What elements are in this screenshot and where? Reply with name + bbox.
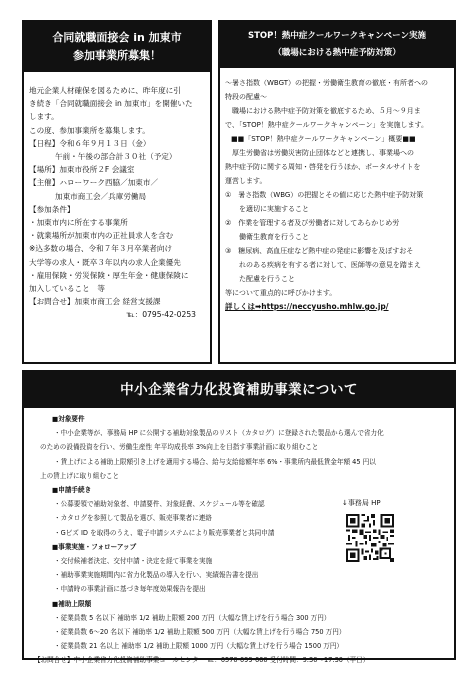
- subsidy-header: [24, 372, 454, 408]
- heatstroke-header: [220, 22, 454, 68]
- text-line: 熱中症予防に関する周知・啓発を行うほか、ポータルサイトを: [225, 163, 421, 171]
- text-line: 〜暑さ指数（WBGT）の把握・労働衛生教育の徹底・有所者への: [225, 79, 429, 87]
- job-fair-notice: [22, 20, 212, 364]
- text-line: ・賃上げによる補助上限額引き上げを適用する場合、給与支給総額年率 6%・事業所内最低賃金年額 45 円以: [54, 457, 376, 466]
- heatstroke-body: [220, 68, 454, 314]
- text-line: 厚生労働省は労働災害防止団体などと連携し、事業場への: [225, 149, 414, 157]
- text-line: ③ 糖尿病、高血圧症など熱中症の発症に影響を及ぼすおそ: [225, 247, 414, 255]
- schedule-line: 【日程】令和６年９月１３日（金）: [29, 138, 151, 148]
- text-line: のための設備投資を行い、労働生産性 年平均成長率 3%向上を目指す事業計画に取り組むこと: [40, 443, 319, 452]
- text-line: 午前・午後の部合計３０社（予定）: [55, 152, 177, 162]
- text-line: この度、参加事業所を募集します。: [29, 125, 150, 135]
- text-line: ・申請時の事業計画に基づき毎年度効果報告を提出: [54, 585, 206, 594]
- text-line: ・就業場所が加東市内の正社員求人を含む: [29, 231, 174, 241]
- text-line: ・Gビズ ID を取得のうえ、電子申請システムにより販売事業者と共同申請: [54, 528, 275, 537]
- text-line: で、「STOP！熱中症クールワークキャンペーン」を実施します。: [225, 121, 428, 129]
- text-line: 運営します。: [225, 177, 267, 185]
- qr-code-icon[interactable]: [346, 514, 394, 562]
- subsidy-notice: [22, 370, 456, 665]
- text-line: ・雇用保険・労災保険・厚生年金・健康保険に: [29, 270, 189, 280]
- heatstroke-subtitle: （職場における熱中症予防対策）: [273, 48, 401, 58]
- text-line: 職場における熱中症予防対策を徹底するため、５月〜９月ま: [225, 107, 421, 115]
- job-fair-subtitle: 参加事業所募集！: [73, 49, 161, 62]
- text-line: ※込多数の場合、令和７年３月卒業者向け: [29, 244, 173, 254]
- text-line: 加入していること 等: [29, 284, 105, 294]
- location-line: 【場所】加東市役所２F 会議室: [29, 165, 135, 175]
- text-line: 特段の配慮〜: [225, 93, 267, 101]
- application-heading: ■申請手続き: [52, 486, 92, 495]
- text-line: ・加東市内に所在する事業所: [29, 218, 128, 228]
- job-fair-header: [24, 22, 210, 72]
- text-line: ・補助事業実施期間内に省力化製品の導入を行い、実績報告書を提出: [54, 571, 259, 580]
- text-line: 地元企業人材確保を図るために、昨年度に引: [29, 86, 181, 95]
- text-line: ② 作業を管理する者及び労働者に対してあらかじめ労: [225, 219, 400, 227]
- text-line: 加東市商工会／兵庫労働局: [55, 191, 147, 201]
- text-line: き続き「合同就職面接会 in 加東市」を開催いた: [29, 99, 193, 109]
- text-line: れのある疾病を有する者に対して、医師等の意見を踏まえ: [225, 261, 421, 269]
- text-line: します。: [29, 112, 59, 122]
- text-line: 上の賃上げに取り組むこと: [40, 471, 120, 480]
- contact-line: 【お問合せ】加東市商工会 経営支援課: [29, 297, 161, 307]
- text-line: た配慮を行うこと: [225, 275, 295, 283]
- contact-line: 【お問合せ】中小企業省力化投資補助事業コールセンター ℡：0570-099-660 受付時間：9:30〜17:30（平日）: [34, 656, 370, 665]
- text-line: ① 暑さ指数（WBG）の把握とその値に応じた熱中症予防対策: [225, 191, 424, 199]
- subsidy-title: 中小企業省力化投資補助事業について: [120, 382, 358, 398]
- text-line: ・交付候補者決定、交付申請・決定を経て事業を実施: [54, 557, 213, 566]
- details-link-url[interactable]: https://neccyusho.mhlw.go.jp/: [261, 302, 389, 311]
- qr-label: ↓事務局 HP: [342, 499, 381, 507]
- overview-heading: ■■「STOP！熱中症クールワークキャンペーン」概要■■: [231, 135, 416, 143]
- job-fair-body: [24, 72, 210, 322]
- text-line: を適切に実施すること: [225, 205, 309, 213]
- heatstroke-notice: [218, 20, 456, 364]
- text-line: ・カタログを参照して製品を選び、販売事業者に連絡: [54, 514, 212, 523]
- text-line: 等について重点的に呼びかけます。: [225, 289, 337, 297]
- organizer-line: 【主催】ハローワーク西脇／加東市／: [29, 178, 159, 188]
- job-fair-title: 合同就職面接会 in 加東市: [52, 31, 182, 44]
- phone-line: ℡：0795-42-0253: [126, 310, 196, 320]
- implementation-heading: ■事業実施・フォローアップ: [52, 542, 137, 551]
- text-line: ・公募要領で補助対象者、申請要件、対象経費、スケジュール等を確認: [54, 500, 265, 509]
- text-line: ・従業員数 6〜20 名以下 補助率 1/2 補助上限額 500 万円（大幅な賃上げを行う場合 750 万円）: [54, 628, 346, 637]
- details-link[interactable]: [225, 300, 454, 314]
- text-line: 働衛生教育を行うこと: [225, 233, 309, 241]
- limit-heading: ■補助上限額: [52, 599, 92, 608]
- text-line: 大学等の求人・既卒３年以内の求人企業優先: [29, 257, 181, 267]
- text-line: ・中小企業等が、事務局 HP に公開する補助対象製品のリスト（カタログ）に登録された製品から選んで省力化: [54, 429, 384, 438]
- text-line: ・従業員数 5 名以下 補助率 1/2 補助上限額 200 万円（大幅な賃上げを行う場合 300 万円）: [54, 613, 331, 622]
- heatstroke-title: STOP！熱中症クールワークキャンペーン実施: [247, 31, 427, 41]
- text-line: ・従業員数 21 名以上 補助率 1/2 補助上限額 1000 万円（大幅な賃上げを行う場合 1500 万円）: [54, 642, 344, 651]
- conditions-heading: 【参加条件】: [29, 204, 75, 214]
- details-link-label: 詳しくは➡: [225, 302, 262, 311]
- requirements-heading: ■対象要件: [52, 415, 85, 423]
